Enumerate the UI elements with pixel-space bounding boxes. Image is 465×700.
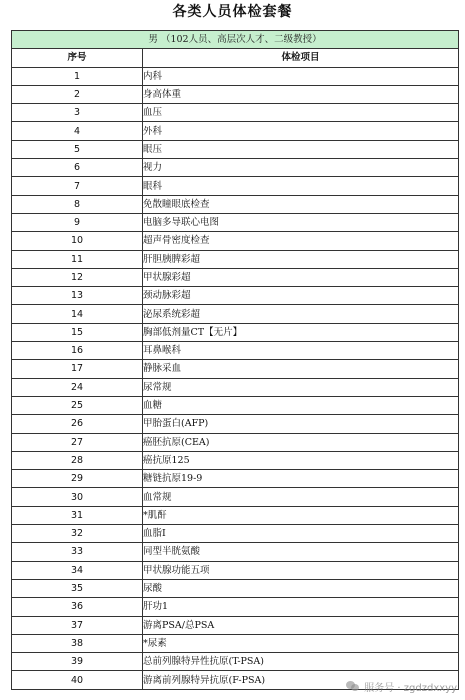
row-number: 12 — [12, 268, 143, 286]
row-exam-item: *肌酐 — [143, 506, 459, 524]
row-number: 37 — [12, 616, 143, 634]
table-row — [12, 543, 459, 561]
table-row — [12, 67, 459, 85]
row-exam-item: 泌尿系统彩超 — [143, 305, 459, 323]
table-row — [12, 195, 459, 213]
row-exam-item: 游离前列腺特异抗原(F-PSA) — [143, 671, 459, 689]
table-row — [12, 213, 459, 231]
row-number: 33 — [12, 543, 143, 561]
watermark-text: 服务号 · zgdzdxxyy — [364, 683, 457, 694]
row-number: 36 — [12, 598, 143, 616]
row-number: 4 — [12, 122, 143, 140]
table-row — [12, 104, 459, 122]
row-exam-item: 癌抗原125 — [143, 451, 459, 469]
row-number: 27 — [12, 433, 143, 451]
table-row — [12, 598, 459, 616]
row-exam-item: 癌胚抗原(CEA) — [143, 433, 459, 451]
table-row — [12, 634, 459, 652]
table-row — [12, 159, 459, 177]
row-number: 15 — [12, 323, 143, 341]
row-number: 38 — [12, 634, 143, 652]
table-row — [12, 415, 459, 433]
row-exam-item: 免散瞳眼底检查 — [143, 195, 459, 213]
row-number: 32 — [12, 525, 143, 543]
row-exam-item: 身高体重 — [143, 85, 459, 103]
watermark — [346, 679, 457, 694]
table-row — [12, 305, 459, 323]
table-row — [12, 488, 459, 506]
row-exam-item: 甲状腺功能五项 — [143, 561, 459, 579]
table-row — [12, 250, 459, 268]
row-number: 39 — [12, 653, 143, 671]
row-number: 9 — [12, 213, 143, 231]
row-exam-item: 同型半胱氨酸 — [143, 543, 459, 561]
row-number: 24 — [12, 378, 143, 396]
row-number: 16 — [12, 342, 143, 360]
row-exam-item: 肝功1 — [143, 598, 459, 616]
row-exam-item: 尿酸 — [143, 579, 459, 597]
row-exam-item: 肝胆胰脾彩超 — [143, 250, 459, 268]
row-number: 7 — [12, 177, 143, 195]
table-row — [12, 506, 459, 524]
row-exam-item: 颈动脉彩超 — [143, 287, 459, 305]
category-banner-row — [12, 31, 459, 49]
table-row — [12, 140, 459, 158]
row-number: 40 — [12, 671, 143, 689]
row-number: 25 — [12, 396, 143, 414]
row-number: 3 — [12, 104, 143, 122]
table-row — [12, 396, 459, 414]
table-row — [12, 451, 459, 469]
table-row — [12, 232, 459, 250]
row-exam-item: 静脉采血 — [143, 360, 459, 378]
table-row — [12, 177, 459, 195]
table-row — [12, 579, 459, 597]
table-header-row — [12, 49, 459, 67]
row-number: 17 — [12, 360, 143, 378]
row-exam-item: 眼压 — [143, 140, 459, 158]
row-number: 13 — [12, 287, 143, 305]
row-number: 35 — [12, 579, 143, 597]
row-number: 2 — [12, 85, 143, 103]
table-body — [12, 67, 459, 689]
table-row — [12, 653, 459, 671]
category-banner: 男 （102人员、高层次人才、二级教授） — [12, 31, 459, 49]
table-row — [12, 616, 459, 634]
wechat-icon — [346, 681, 360, 692]
row-exam-item: 视力 — [143, 159, 459, 177]
row-exam-item: 眼科 — [143, 177, 459, 195]
table-row — [12, 85, 459, 103]
table-row — [12, 525, 459, 543]
column-header-number: 序号 — [12, 49, 143, 67]
row-number: 5 — [12, 140, 143, 158]
row-exam-item: 糖链抗原19-9 — [143, 470, 459, 488]
row-exam-item: 甲胎蛋白(AFP) — [143, 415, 459, 433]
row-number: 26 — [12, 415, 143, 433]
row-number: 11 — [12, 250, 143, 268]
table-row — [12, 268, 459, 286]
row-exam-item: 血压 — [143, 104, 459, 122]
row-number: 14 — [12, 305, 143, 323]
row-exam-item: 甲状腺彩超 — [143, 268, 459, 286]
row-number: 29 — [12, 470, 143, 488]
table-row — [12, 378, 459, 396]
row-exam-item: 血糖 — [143, 396, 459, 414]
table-row — [12, 323, 459, 341]
row-number: 6 — [12, 159, 143, 177]
row-exam-item: 总前列腺特异性抗原(T-PSA) — [143, 653, 459, 671]
table-row — [12, 360, 459, 378]
row-exam-item: 尿常规 — [143, 378, 459, 396]
row-exam-item: 血脂I — [143, 525, 459, 543]
table-row — [12, 122, 459, 140]
exam-package-table — [11, 30, 459, 690]
row-exam-item: 电脑多导联心电图 — [143, 213, 459, 231]
row-exam-item: 游离PSA/总PSA — [143, 616, 459, 634]
row-exam-item: 胸部低剂量CT【无片】 — [143, 323, 459, 341]
row-number: 1 — [12, 67, 143, 85]
page-title: 各类人员体检套餐 — [172, 4, 293, 20]
table-row — [12, 342, 459, 360]
row-exam-item: 内科 — [143, 67, 459, 85]
table-row — [12, 470, 459, 488]
row-exam-item: 外科 — [143, 122, 459, 140]
table-row — [12, 433, 459, 451]
table-row — [12, 561, 459, 579]
row-number: 10 — [12, 232, 143, 250]
row-exam-item: 超声骨密度检查 — [143, 232, 459, 250]
row-number: 28 — [12, 451, 143, 469]
table-row — [12, 287, 459, 305]
row-number: 31 — [12, 506, 143, 524]
row-number: 30 — [12, 488, 143, 506]
row-exam-item: 耳鼻喉科 — [143, 342, 459, 360]
row-number: 34 — [12, 561, 143, 579]
row-number: 8 — [12, 195, 143, 213]
column-header-item: 体检项目 — [143, 49, 459, 67]
row-exam-item: 血常规 — [143, 488, 459, 506]
row-exam-item: *尿素 — [143, 634, 459, 652]
